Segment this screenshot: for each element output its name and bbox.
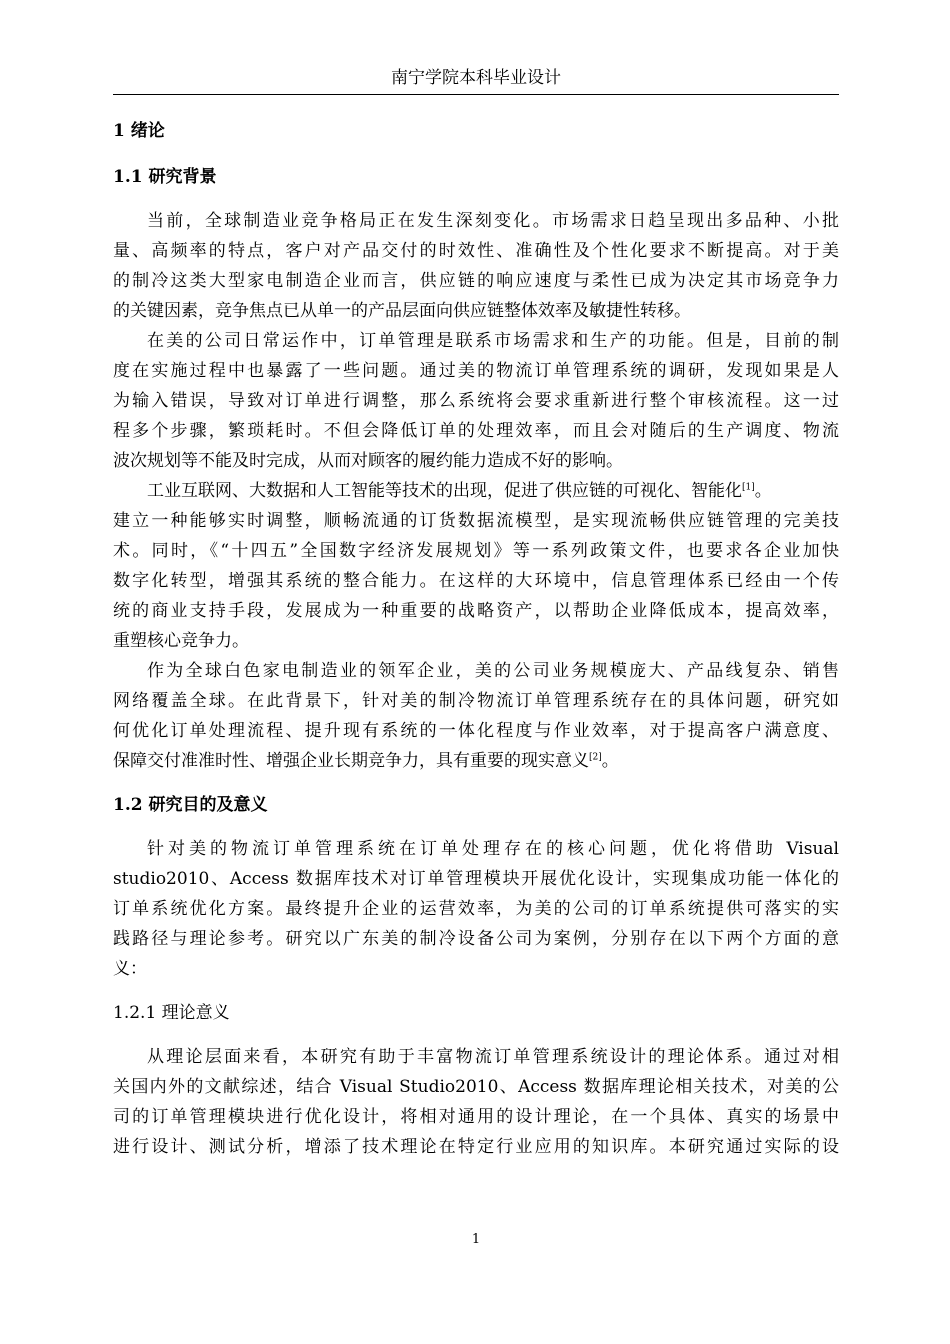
header-rule bbox=[113, 94, 839, 95]
text-line: 践路径与理论参考。研究以广东美的制冷设备公司为案例，分别存在以下两个方面的意 bbox=[113, 929, 839, 949]
text-line: 义： bbox=[113, 959, 147, 979]
text-line: 在美的公司日常运作中，订单管理是联系市场需求和生产的功能。但是，目前的制 bbox=[147, 331, 839, 351]
document-body bbox=[113, 116, 839, 1162]
section-heading-1-2-1: 1.2.1 理论意义 bbox=[113, 1003, 230, 1023]
section-heading-1-1: 1.1 研究背景 bbox=[113, 167, 217, 187]
text-line: 的关键因素，竞争焦点已从单一的产品层面向供应链整体效率及敏捷性转移。 bbox=[113, 301, 691, 321]
paragraph-background-3 bbox=[113, 476, 839, 656]
section-gap bbox=[113, 984, 839, 998]
text-line: 建立一种能够实时调整，顺畅流通的订货数据流模型，是实现流畅供应链管理的完美技 bbox=[113, 511, 839, 531]
running-header: 南宁学院本科毕业设计 bbox=[391, 68, 561, 88]
text-line bbox=[113, 746, 839, 776]
paragraph-purpose bbox=[113, 834, 839, 984]
text-line: 统的商业支持手段，发展成为一种重要的战略资产，以帮助企业降低成本，提高效率， bbox=[113, 601, 839, 621]
text-line: 的制冷这类大型家电制造企业而言，供应链的响应速度与柔性已成为决定其市场竞争力 bbox=[113, 271, 839, 291]
text-line: 为输入错误，导致对订单进行调整，那么系统将会要求重新进行整个审核流程。这一过 bbox=[113, 391, 839, 411]
text-run: 。 bbox=[601, 751, 619, 771]
text-line: 何优化订单处理流程、提升现有系统的一体化程度与作业效率，对于提高客户满意度、 bbox=[113, 721, 839, 741]
text-line: 司的订单管理模块进行优化设计，将相对通用的设计理论，在一个具体、真实的场景中 bbox=[113, 1107, 839, 1127]
text-line: 数字化转型，增强其系统的整合能力。在这样的大环境中，信息管理体系已经由一个传 bbox=[113, 571, 839, 591]
text-line: 订单系统优化方案。最终提升企业的运营效率，为美的公司的订单系统提供可落实的实 bbox=[113, 899, 839, 919]
text-line: 量、高频率的特点，客户对产品交付的时效性、准确性及个性化要求不断提高。对于美 bbox=[113, 241, 839, 261]
text-run: 工业互联网、大数据和人工智能等技术的出现，促进了供应链的可视化、智能化 bbox=[147, 481, 742, 501]
citation-marker: [2] bbox=[589, 752, 602, 763]
text-line: 度在实施过程中也暴露了一些问题。通过美的物流订单管理系统的调研，发现如果是人 bbox=[113, 361, 839, 381]
paragraph-theory bbox=[113, 1042, 839, 1162]
text-line: 从理论层面来看，本研究有助于丰富物流订单管理系统设计的理论体系。通过对相 bbox=[147, 1047, 839, 1067]
text-line: studio2010、Access 数据库技术对订单管理模块开展优化设计，实现集成功能一体化的 bbox=[113, 869, 839, 889]
chapter-heading: 1 绪论 bbox=[113, 121, 165, 141]
text-line: 关国内外的文献综述，结合 Visual Studio2010、Access 数据库理论相关技术，对美的公 bbox=[113, 1077, 839, 1097]
text-run: 。 bbox=[754, 481, 772, 501]
text-line: 当前，全球制造业竞争格局正在发生深刻变化。市场需求日趋呈现出多品种、小批 bbox=[147, 211, 839, 231]
text-line: 作为全球白色家电制造业的领军企业，美的公司业务规模庞大、产品线复杂、销售 bbox=[147, 661, 839, 681]
text-line: 波次规划等不能及时完成，从而对顾客的履约能力造成不好的影响。 bbox=[113, 451, 623, 471]
paragraph-background-2 bbox=[113, 326, 839, 476]
text-line bbox=[113, 476, 839, 506]
section-heading-1-2: 1.2 研究目的及意义 bbox=[113, 795, 268, 815]
text-line: 程多个步骤，繁琐耗时。不但会降低订单的处理效率，而且会对随后的生产调度、物流 bbox=[113, 421, 839, 441]
text-line: 网络覆盖全球。在此背景下，针对美的制冷物流订单管理系统存在的具体问题，研究如 bbox=[113, 691, 839, 711]
text-run: 保障交付准准时性、增强企业长期竞争力，具有重要的现实意义 bbox=[113, 751, 589, 771]
text-line: 重塑核心竞争力。 bbox=[113, 631, 249, 651]
paragraph-background-4 bbox=[113, 656, 839, 776]
text-line: 针对美的物流订单管理系统在订单处理存在的核心问题，优化将借助 Visual bbox=[147, 839, 839, 859]
page-number: 1 bbox=[471, 1232, 481, 1247]
citation-marker: [1] bbox=[742, 482, 755, 493]
section-gap bbox=[113, 776, 839, 790]
text-line: 进行设计、测试分析，增添了技术理论在特定行业应用的知识库。本研究通过实际的设 bbox=[113, 1137, 839, 1157]
text-line: 术。同时，《“十四五”全国数字经济发展规划》等一系列政策文件，也要求各企业加快 bbox=[113, 541, 839, 561]
paragraph-background-1 bbox=[113, 206, 839, 326]
